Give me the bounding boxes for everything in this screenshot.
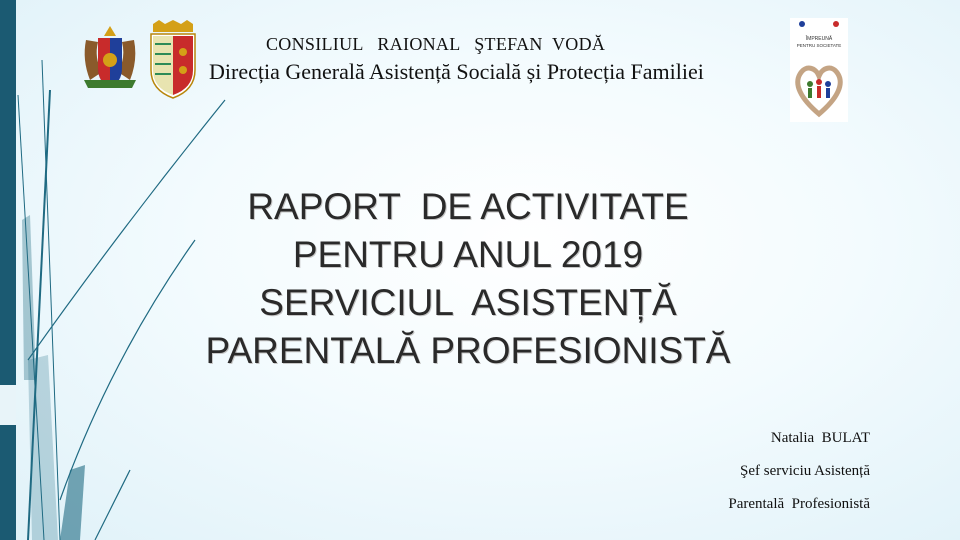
partner-logo-emblem-icon bbox=[790, 18, 848, 122]
title-line-3: SERVICIUL ASISTENȚĂ bbox=[259, 282, 677, 323]
directorate-name: Direcția Generală Asistență Socială și Protecția Familiei bbox=[209, 59, 704, 84]
council-name: CONSILIUL RAIONAL ŞTEFAN VODĂ bbox=[266, 34, 606, 54]
moldova-coat-of-arms-icon bbox=[80, 20, 140, 100]
partner-logo bbox=[790, 18, 848, 122]
partner-logo-text-line1: ÎMPREUNĂ bbox=[805, 36, 833, 42]
title-line-4: PARENTALĂ PROFESIONISTĂ bbox=[205, 330, 731, 371]
title-line-2: PENTRU ANUL 2019 bbox=[292, 234, 644, 275]
author-name: Natalia BULAT bbox=[770, 430, 870, 446]
title-line-1: RAPORT DE ACTIVITATE bbox=[247, 186, 689, 227]
author-role-line-1: Şef serviciu Asistență bbox=[740, 463, 870, 479]
stefan-voda-coat-of-arms-icon bbox=[147, 20, 199, 100]
author-role-line-2: Parentală Profesionistă bbox=[728, 496, 870, 512]
author-block bbox=[728, 430, 870, 529]
partner-logo-text-line2: PENTRU SOCIETATE bbox=[796, 43, 842, 48]
presentation-title bbox=[150, 183, 786, 375]
